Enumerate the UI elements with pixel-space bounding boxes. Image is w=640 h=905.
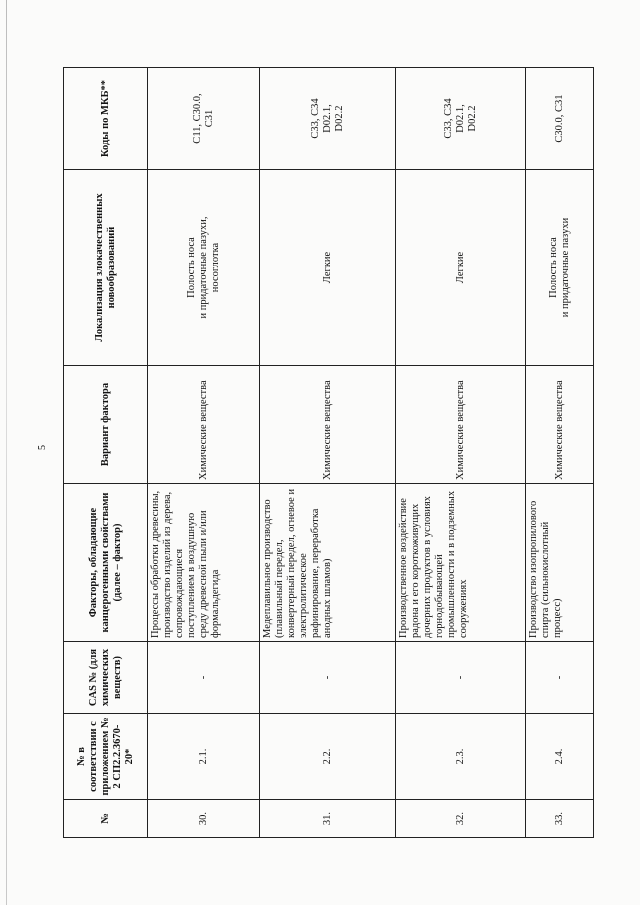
row-appendix-ref: 2.2. [260, 714, 396, 800]
row-number: 31. [260, 800, 396, 838]
header-variant: Вариант фактора [64, 366, 148, 484]
row-number: 32. [396, 800, 526, 838]
row-codes: С30.0, С31 [526, 68, 594, 170]
row-localization: Легкие [260, 170, 396, 366]
row-cas: - [396, 642, 526, 714]
header-number: № [64, 800, 148, 838]
carcinogen-table [63, 67, 594, 838]
row-localization: Полость носа и придаточные пазухи, носоглотка [148, 170, 260, 366]
row-variant: Химические вещества [260, 366, 396, 484]
row-cas: - [526, 642, 594, 714]
row-localization: Полость носа и придаточные пазухи [526, 170, 594, 366]
rotated-table-container [63, 68, 593, 838]
header-localization: Локализация злокачественных новообразований [64, 170, 148, 366]
table-row [526, 68, 594, 838]
table-header-row [64, 68, 148, 838]
row-factor: Производство изопропилового спирта (сильнокислотный процесс) [526, 484, 594, 642]
header-codes: Коды по МКБ** [64, 68, 148, 170]
row-codes: С11, С30.0, С31 [148, 68, 260, 170]
row-cas: - [260, 642, 396, 714]
row-appendix-ref: 2.4. [526, 714, 594, 800]
row-codes: С33, С34 D02.1, D02.2 [260, 68, 396, 170]
page-number: 5 [37, 445, 48, 450]
scan-edge-line [6, 0, 7, 905]
row-factor: Процессы обработки древесины, производство изделий из дерева, сопровождающиеся поступлением в воздушную среду древесной пыли и/или формальдегида [148, 484, 260, 642]
header-appendix-ref: № в соответствии с приложением № 2 СП2.2.3670-20* [64, 714, 148, 800]
row-variant: Химические вещества [148, 366, 260, 484]
row-codes: С33, С34 D02.1, D02.2 [396, 68, 526, 170]
row-variant: Химические вещества [396, 366, 526, 484]
row-appendix-ref: 2.3. [396, 714, 526, 800]
table-row [148, 68, 260, 838]
table-row [396, 68, 526, 838]
row-factor: Медеплавильное производство (плавильный передел, конвертерный передел, огневое и электролитическое рафинирование, переработка анодных шламов) [260, 484, 396, 642]
table-row [260, 68, 396, 838]
header-factor: Факторы, обладающие канцерогенными свойствами (далее – фактор) [64, 484, 148, 642]
row-number: 30. [148, 800, 260, 838]
row-number: 33. [526, 800, 594, 838]
header-cas: CAS № (для химических веществ) [64, 642, 148, 714]
row-factor: Производственное воздействие радона и его короткоживущих дочерних продуктов в условиях горнодобывающей промышленности и в подземных сооружениях [396, 484, 526, 642]
row-localization: Легкие [396, 170, 526, 366]
row-variant: Химические вещества [526, 366, 594, 484]
row-cas: - [148, 642, 260, 714]
row-appendix-ref: 2.1. [148, 714, 260, 800]
